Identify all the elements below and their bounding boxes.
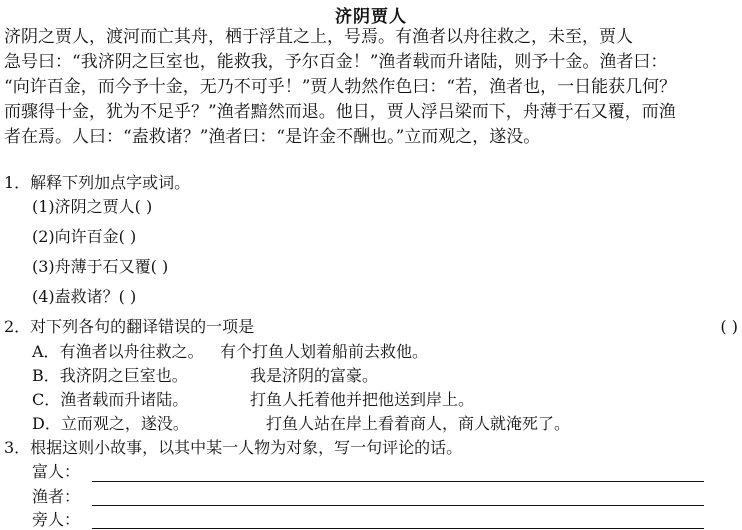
question-1-stem: 1．解释下列加点字或词。 (4, 173, 191, 192)
option-letter: D． (32, 414, 61, 433)
option-c (32, 390, 475, 410)
answer-line[interactable] (92, 528, 704, 529)
question-2-text: 2．对下列各句的翻译错误的一项是 (4, 317, 255, 336)
option-translation: 有个打鱼人划着船前去救他。 (220, 342, 429, 361)
answer-label: 富人： (32, 462, 81, 481)
option-b (32, 366, 379, 386)
question-1-item: (4)盍救诸？( ) (32, 287, 137, 306)
answer-paren: ( ) (720, 317, 738, 336)
question-1-item: (3)舟薄于石又覆( ) (32, 257, 169, 276)
question-1-item: (2)向许百金( ) (32, 227, 137, 246)
answer-line[interactable] (92, 481, 704, 482)
option-sentence: 有渔者以舟往救之。 (59, 342, 204, 361)
option-letter: C． (32, 390, 61, 409)
answer-line[interactable] (92, 505, 704, 506)
option-sentence: 渔者载而升诸陆。 (60, 390, 189, 409)
passage-body (4, 26, 740, 151)
option-translation: 我是济阴的富豪。 (250, 366, 379, 385)
passage-line: 者在焉。人曰：“盍救诸？”渔者曰：“是许金不酬也。”立而观之，遂没。 (4, 127, 541, 147)
question-2-stem (4, 317, 740, 337)
question-1-item: (1)济阴之贾人( ) (32, 197, 153, 216)
option-d (32, 414, 571, 434)
option-translation: 打鱼人托着他并把他送到岸上。 (250, 390, 475, 409)
option-sentence: 立而观之，遂没。 (60, 414, 189, 433)
option-translation: 打鱼人站在岸上看着商人，商人就淹死了。 (266, 414, 571, 433)
answer-label: 渔者： (32, 487, 81, 506)
question-3-stem: 3．根据这则小故事，以其中某一人物为对象，写一句评论的话。 (4, 438, 463, 457)
option-a (32, 342, 429, 362)
option-sentence: 我济阴之巨室也。 (59, 366, 188, 385)
passage-line: 而骤得十金，犹为不足乎？”渔者黯然而退。他日，贾人浮吕梁而下，舟薄于石又覆，而渔 (4, 102, 676, 122)
answer-label: 旁人： (32, 510, 81, 529)
passage-title: 济阴贾人 (335, 7, 407, 27)
option-letter: A． (32, 342, 60, 361)
passage-line: 济阴之贾人，渡河而亡其舟，栖于浮苴之上，号焉。有渔者以舟往救之，未至，贾人 (4, 27, 633, 47)
passage-line: 急号曰：“我济阴之巨室也，能救我，予尔百金！”渔者载而升诸陆，则予十金。渔者曰： (4, 52, 668, 72)
passage-line: “向许百金，而今予十金，无乃不可乎！”贾人勃然作色曰：“若，渔者也，一日能获几何？ (4, 77, 677, 97)
option-letter: B． (32, 366, 60, 385)
